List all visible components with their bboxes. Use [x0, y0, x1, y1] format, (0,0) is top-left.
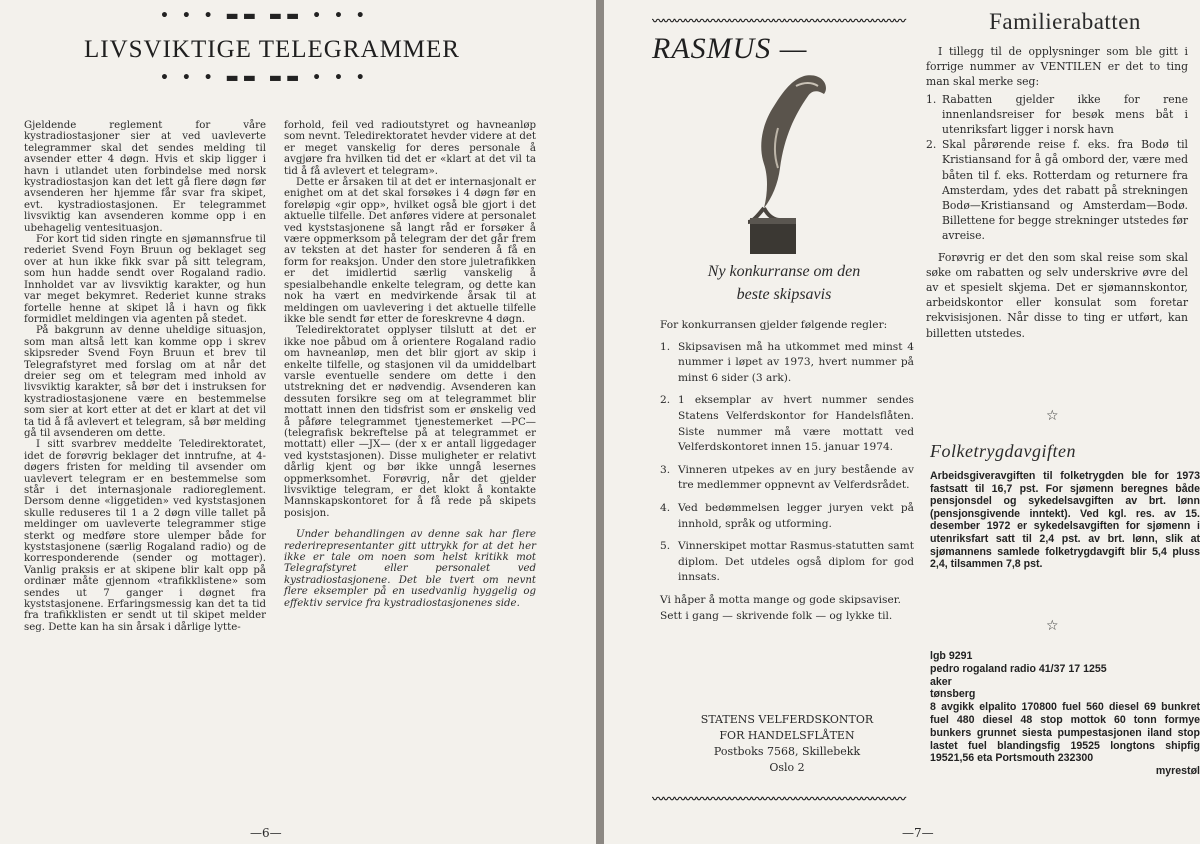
star-icon: ☆ [1046, 618, 1059, 634]
article-paragraph: Gjeldende reglement for våre kystradiostasjoner sier at ved uavleverte telegrammer skal det sendes melding til avsender etter 4 døgn. Hvis et skip ligger i havn i utlandet uten forbindelse med norsk kystradiostasjon kan det lett gå flere døgn før avsenderen her hjemme får svar fra skipet, evt. kystradiostasjonen. Er telegrammet livsviktig kan avsenderen komme opp i en ubehagelig ventesituasjon. [24, 120, 266, 234]
article-paragraph: For kort tid siden ringte en sjømannsfrue til rederiet Svend Foyn Bruun og beklaget seg over at hun ikke fikk svar på sitt telegram, som hun hadde sendt over Rogaland radio. Innholdet var av livsviktig karakter, og hun var meget bekymret. Rederiet kunne straks fortelle henne at skipet lå i havn og fikk formidlet meldingen via agenten på stedet. [24, 234, 266, 325]
article-column-1 [24, 120, 266, 633]
article-paragraph: forhold, feil ved radioutstyret og havneanløp som nevnt. Teledirektoratet hevder videre at det er meget vanskelig for deres personale å avgjøre fra hvilken tid det er «klart at det vil ta tid å få avlevert et telegram». [284, 120, 536, 177]
right-page [604, 0, 1200, 844]
dolphin-statue-icon [734, 68, 834, 258]
familierabatten-title: Familierabatten [989, 9, 1141, 34]
article-paragraph: Dette er årsaken til at det er internasjonalt er enighet om at det skal forsøkes i 4 døgn før en foreløpig «gir opp», hvilket også ble gjort i det aktuelle tilfelle. Det anføres videre at personalet ved kyststasjonene så langt råd er forsøker å være oppmerksom på telegram der det går frem av teksten at det haster for senderen å få en form for reaksjon. Under den store juletrafikken er det imidlertid særlig vanskelig å spesialbehandle enkelte telegram, og dette kan nok ha vært en medvirkende årsak til at meldingen om uavlevering i det aktuelle tilfelle ikke ble sendt før etter de foreskrevne 4 døgn. [284, 177, 536, 325]
fam-item: 2. Skal pårørende reise f. eks. fra Bodø til Kristiansand for å gå ombord der, være med båten til f. eks. Rotterdam og returnere fra Amsterdam, ydes det rabatt på strekningen Bodø—Kristiansand og Amsterdam—Bodø. Billettene for begge strekninger utstedes før avreise. [926, 138, 1188, 243]
article-column-2 [284, 120, 536, 609]
telex-signature: myrestøl [1155, 765, 1200, 778]
telex-line: pedro rogaland radio 41/37 17 1255 [930, 662, 1107, 675]
telex-line: 8 avgikk elpalito 170800 fuel 560 diesel 69 bunkret fuel 480 diesel 48 stop mottok 60 tonn formye bunkers grunnet siesta pumpestasjonen iland stop lastet fuel blandingsfig 19525 longtons shipfig 19521,56 eta Portsmouth 232300 [930, 701, 1200, 765]
address-line: FOR HANDELSFLÅTEN [719, 729, 855, 742]
address-line: Postboks 7568, Skillebekk [713, 745, 861, 758]
contest-outro: Vi håper å motta mange og gode skipsaviser. Sett i gang — skrivende folk — og lykke til. [660, 593, 901, 622]
contest-rules [660, 318, 914, 630]
article-italic-note: Under behandlingen av denne sak har flere rederirepresentanter gitt uttrykk for at det her ikke er tale om noen som helst kritikk mot Telegrafstyret eller personalet ved kystradiostasjonene. Det ble tvert om nevnt flere eksempler på en usedvanlig hyggelig og effektiv service fra kystradiostasjonenes side. [284, 529, 536, 609]
page-number-left: —6— [250, 826, 282, 840]
address-line: STATENS VELFERDSKONTOR [700, 713, 874, 726]
telex-line: aker [930, 675, 952, 688]
address-line: Oslo 2 [769, 761, 805, 774]
page-gutter [596, 0, 604, 844]
folketrygd-title: Folketrygdavgiften [930, 441, 1076, 461]
telex-line: lgb 9291 [930, 650, 973, 662]
folketrygd-body: Arbeidsgiveravgiften til folketrygden ble for 1973 fastsatt til 16,7 pst. For sjømenn beregnes både pensjonsdel og sykedelsavgiften av brt. lønn (pensjonsgivende inntekt). Ved kgl. res. av 15. desember 1972 er sykedelsavgiften for sjømenn i utenriksfart satt til 2,4 pst. av brt. lønn, slik at sjømannens samlede folketrygdavgift blir 5,4 pluss 2,4, tilsammen 7,8 pst. [930, 470, 1200, 571]
contest-intro: For konkurransen gjelder følgende regler: [660, 319, 888, 331]
address-block [660, 712, 914, 776]
article-paragraph: I sitt svarbrev meddelte Teledirektoratet, idet de forøvrig beklager det inntrufne, at 4-døgers fristen for melding til avsender om uavlevert telegram er en bestemmelse som står i det internasjonale radioreglement. Dersom denne «liggetiden» ved kyststasjonen skulle reduseres til 1 a 2 døgn ville tallet på meldinger om uavleverte telegrammer stige sterkt og medføre store ulemper både for kyststasjonene (særlig Rogaland radio) og de korresponderende (sender og mottager). Vanlig praksis er at skipene blir kalt opp på ordinær måte gjennom «trafikklistene» som sendes ut 7 ganger i døgnet fra kyststasjonene. Erfaringsmessig kan det ta tid fra trafikklisten er sendt ut til skipet melder seg. Dette kan ha sin årsak i dårlige lytte- [24, 439, 266, 633]
telex-message [930, 650, 1200, 778]
title-ornament-top: • • • ▬▬ ▬▬ • • • [160, 8, 369, 24]
rule-item: 1. Skipsavisen må ha utkommet med minst 4 nummer i løpet av 1973, hvert nummer på minst 6 sider (3 ark). [660, 340, 914, 384]
contest-heading [658, 260, 910, 306]
rule-item: 4. Ved bedømmelsen legger juryen vekt på innhold, språk og utforming. [660, 501, 914, 530]
rule-item: 3. Vinneren utpekes av en jury bestående av tre medlemmer oppnevnt av Velferdsrådet. [660, 463, 914, 492]
page-number-right: —7— [902, 826, 934, 840]
article-title: LIVSVIKTIGE TELEGRAMMER [84, 36, 460, 63]
rasmus-title: RASMUS — [652, 32, 808, 65]
star-icon: ☆ [1046, 408, 1059, 424]
contest-heading-line: beste skipsavis [736, 286, 832, 303]
contest-heading-line: Ny konkurranse om den [707, 263, 861, 280]
left-page [0, 0, 596, 844]
telex-line: tønsberg [930, 688, 976, 701]
article-paragraph: Teledirektoratet opplyser tilslutt at det er ikke noe påbud om å orientere Rogaland radio om havneanløp, men det blir gjort av skip i enkelte tilfelle, og stasjonen vil da umiddelbart varsle eventuelle sendere om dette i den utstrekning det er nødvendig. Avsenderen kan dessuten forsikre seg om at telegrammet blir mottatt innen den tidsfrist som er ønskelig ved å påføre telegrammet tjenestemerket —PC— (telegrafisk bekreftelse på at telegrammet er mottatt) eller —JX— (der x er antall liggedager ved kyststasjonen). Disse muligheter er relativt dårlig kjent og bør ikke unngå lesernes oppmerksomhet. Forøvrig, når det gjelder livsviktige telegram, er det klokt å kontakte Mannskapskontoret for å få rede på skipets posisjon. [284, 325, 536, 519]
fam-item: 1. Rabatten gjelder ikke for rene innenlandsreiser for besøk mens båt i utenriksfart ligger i norsk havn [926, 92, 1188, 137]
rule-item: 2. 1 eksemplar av hvert nummer sendes Statens Velferdskontor for Handelsflåten. Siste nummer må være mottatt ved Velferdskontoret innen 15. januar 1974. [660, 394, 914, 454]
wavy-rule-bottom: 〰〰〰〰〰〰〰〰〰〰〰〰〰〰〰〰〰〰〰〰〰〰〰 [652, 792, 906, 806]
familierabatten-body [926, 44, 1188, 341]
rule-item: 5. Vinnerskipet mottar Rasmus-statutten samt diplom. Det utdeles også diplom for god innsats. [660, 540, 914, 584]
wavy-rule-top: 〰〰〰〰〰〰〰〰〰〰〰〰〰〰〰〰〰〰〰〰〰〰〰 [652, 14, 906, 28]
fam-outro: Forøvrig er det den som skal reise som skal søke om rabatten og selv underskrive øvre del av et spesielt skjema. Det er sjømannskontor, arbeidskontor eller konsulat som foretar rekvisisjonen. Når disse to ting er utført, kan billetten utstedes. [926, 250, 1188, 340]
fam-intro: I tillegg til de opplysninger som ble gitt i forrige nummer av VENTILEN er det to ting man skal merke seg: [926, 45, 1188, 89]
article-paragraph: På bakgrunn av denne uheldige situasjon, som man altså lett kan komme opp i skrev skipsreder Svend Foyn Bruun et brev til Telegrafstyret med forslag om at når det dreier seg om et telegram med inhold av livsviktig karakter, så bør det i instruksen for kystradiostasjonene være en bestemmelse som sier at kort etter at det er klart at det vil ta tid å få avlevert et telegram, så bør melding gå til avsenderen om dette. [24, 325, 266, 439]
title-ornament-bottom: • • • ▬▬ ▬▬ • • • [160, 70, 369, 86]
